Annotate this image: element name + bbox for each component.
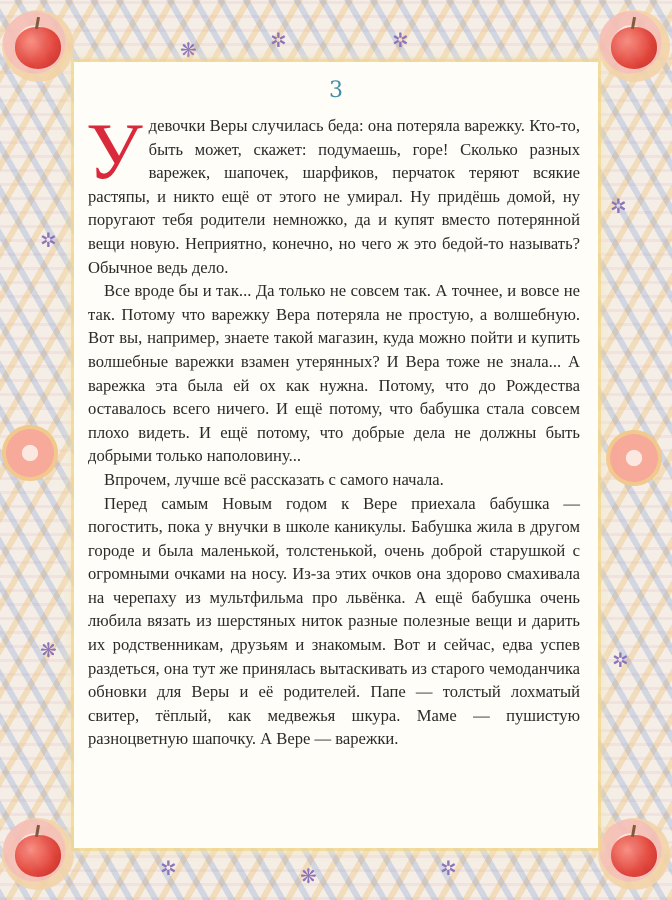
star-flower-icon: ✲: [612, 648, 629, 672]
corner-ornament-bottom-right: [598, 818, 670, 890]
star-flower-icon: ❋: [180, 38, 197, 62]
corner-ornament-top-left: [2, 10, 74, 82]
apple-icon: [611, 835, 657, 877]
star-flower-icon: ✲: [160, 856, 177, 880]
star-flower-icon: ❋: [40, 638, 57, 662]
star-flower-icon: ✲: [392, 28, 409, 52]
story-text: [86, 108, 580, 751]
paragraph: [86, 108, 580, 279]
star-flower-icon: ✲: [40, 228, 57, 252]
paragraph: Впрочем, лучше всё рассказать с самого начала.: [104, 469, 444, 489]
star-flower-icon: ❋: [300, 864, 317, 888]
sun-medallion-icon: [606, 430, 662, 486]
text-panel: [74, 62, 598, 848]
paragraph: Перед самым Новым годом к Вере приехала бабушка — погостить, пока у внучки в школе каникулы. Бабушка жила в другом городе и была маленькой, толстенькой, очень доброй старушкой с огромными очками на носу. Из-за этих очков она здорово смахивала на черепаху из мультфильма про львёнка. А ещё бабушка очень любила вязать из шерстяных ниток разные полезные вещи и дарить их родственникам, друзьям и знакомым. Вот и сейчас, едва успев раздеться, она тут же принялась вытаскивать из старого чемоданчика обновки для Веры и её родителей. Папе — толстый лохматый свитер, тёплый, как медвежья шкура. Маме — пушистую разноцветную шапочку. А Вере — варежки.: [88, 493, 580, 749]
sun-medallion-icon: [2, 425, 58, 481]
corner-ornament-top-right: [598, 10, 670, 82]
apple-icon: [15, 27, 61, 69]
apple-icon: [15, 835, 61, 877]
star-flower-icon: ✲: [270, 28, 287, 52]
apple-icon: [611, 27, 657, 69]
drop-cap: У: [86, 108, 143, 196]
star-flower-icon: ✲: [440, 856, 457, 880]
page-number: 3: [329, 78, 343, 103]
star-flower-icon: ✲: [610, 194, 627, 218]
paragraph-text: девочки Веры случилась беда: она потеряла варежку. Кто-то, быть может, скажет: подумаешь, горе! Сколько разных варежек, шапочек, шарфиков, перчаток теряют всякие растяпы, и никто ещё от этого не умирал. Ну придёшь домой, ну поругают тебя родители немножко, да и купят вместо потерянной вещи новую. Неприятно, конечно, но чего ж это бедой-то называть? Обычное ведь дело.: [88, 116, 580, 277]
corner-ornament-bottom-left: [2, 818, 74, 890]
paragraph: Все вроде бы и так... Да только не совсем так. А точнее, и вовсе не так. Потому что варежку Вера потеряла не простую, а волшебную. Вот вы, например, знаете такой магазин, куда можно пойти и купить волшебные варежки взамен утерянных? И Вера тоже не знала... А варежка эта была ей ох как нужна. Потому, что до Рождества оставалось всего ничего. И ещё потому, что бабушка стала совсем плохо видеть. И ещё потому, что добрые дела не должны быть добрыми только наполовину...: [88, 281, 580, 466]
